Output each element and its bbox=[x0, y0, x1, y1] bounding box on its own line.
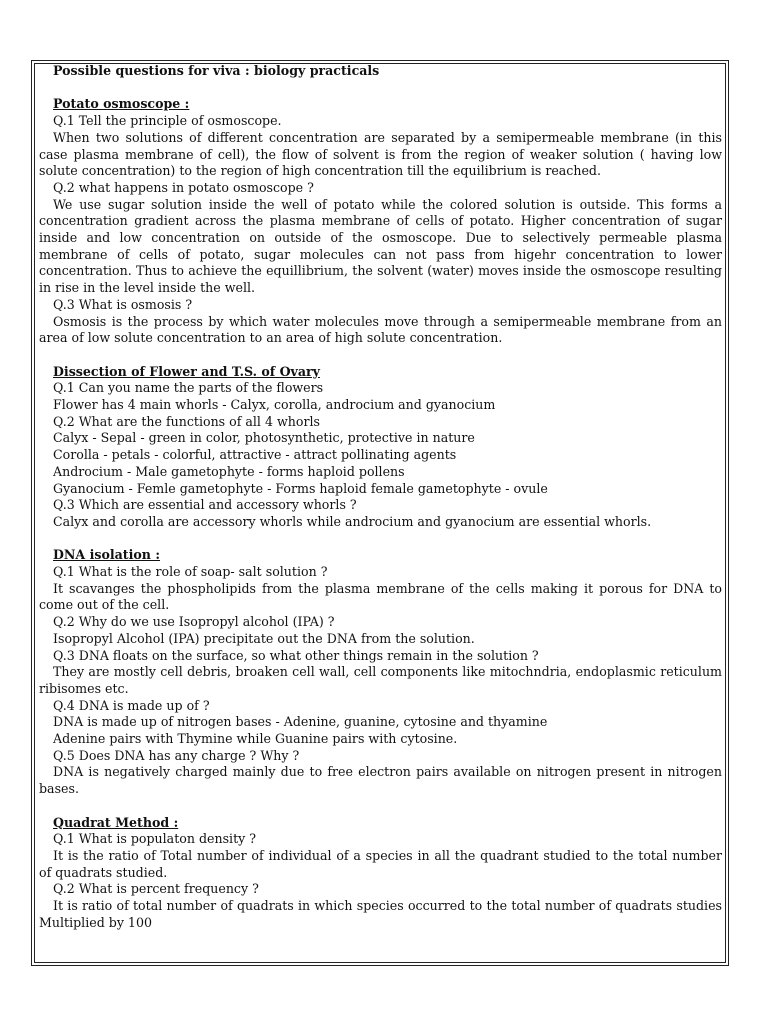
answer-line: DNA is made up of nitrogen bases - Adenine, guanine, cytosine and thyamine bbox=[53, 714, 548, 730]
question-line: Q.2 what happens in potato osmoscope ? bbox=[53, 179, 314, 195]
answer-paragraph: It is the ratio of Total number of individual of a species in all the quadrant studied to the total number of quadrats studied. bbox=[39, 847, 722, 880]
question-line: Q.1 Tell the principle of osmoscope. bbox=[53, 113, 282, 129]
question-line: Q.3 DNA floats on the surface, so what other things remain in the solution ? bbox=[53, 647, 539, 663]
section-heading-potato-osmoscope: Potato osmoscope : bbox=[53, 96, 190, 112]
question-line: Q.2 Why do we use Isopropyl alcohol (IPA) ? bbox=[53, 614, 335, 630]
document-body bbox=[39, 63, 722, 932]
section-heading-dna-isolation: DNA isolation : bbox=[53, 547, 160, 563]
answer-paragraph: Osmosis is the process by which water molecules move through a semipermeable membrane from an area of low solute concentration to an area of high solute concentration. bbox=[39, 313, 722, 346]
section-heading-dissection-of-flower: Dissection of Flower and T.S. of Ovary bbox=[53, 363, 320, 379]
question-line: Q.1 What is populaton density ? bbox=[53, 831, 256, 847]
document-title: Possible questions for viva : biology practicals bbox=[53, 63, 380, 78]
answer-line: Androcium - Male gametophyte - forms haploid pollens bbox=[53, 463, 405, 479]
question-line: Q.3 Which are essential and accessory whorls ? bbox=[53, 497, 357, 513]
question-line: Q.1 Can you name the parts of the flowers bbox=[53, 380, 324, 396]
question-line: Q.4 DNA is made up of ? bbox=[53, 697, 210, 713]
answer-line: Calyx - Sepal - green in color, photosynthetic, protective in nature bbox=[53, 430, 475, 446]
answer-paragraph: They are mostly cell debris, broaken cell wall, cell components like mitochndria, endoplasmic reticulum ribisomes etc. bbox=[39, 664, 722, 696]
question-line: Q.2 What are the functions of all 4 whorls bbox=[53, 413, 320, 429]
answer-line: Corolla - petals - colorful, attractive - attract pollinating agents bbox=[53, 447, 457, 463]
answer-line: Isopropyl Alcohol (IPA) precipitate out the DNA from the solution. bbox=[53, 630, 475, 646]
question-line: Q.2 What is percent frequency ? bbox=[53, 881, 259, 897]
question-line: Q.1 What is the role of soap- salt solution ? bbox=[53, 564, 328, 580]
answer-line: Flower has 4 main whorls - Calyx, corolla, androcium and gyanocium bbox=[53, 397, 496, 413]
answer-paragraph: We use sugar solution inside the well of potato while the colored solution is outside. This forms a concentration gradient across the plasma membrane of cells of potato. Higher concentration of sugar inside and low concentration on outside of the osmoscope. Due to selectively permeable plasma membrane of cells of potato, sugar molecules can not pass from higehr concentration to lower concentration. Thus to achieve the equillibrium, the solvent (water) moves inside the osmoscope resulting in rise in the level inside the well. bbox=[39, 196, 722, 296]
answer-paragraph: When two solutions of different concentration are separated by a semipermeable membrane (in this case plasma membrane of cell), the flow of solvent is from the region of weaker solution ( having low solute concentration) to the region of high concentration till the equilibrium is reached. bbox=[39, 129, 722, 179]
section-heading-quadrat-method: Quadrat Method : bbox=[53, 814, 179, 830]
answer-paragraph: It scavanges the phospholipids from the plasma membrane of the cells making it porous for DNA to come out of the cell. bbox=[39, 580, 722, 613]
answer-paragraph: DNA is negatively charged mainly due to free electron pairs available on nitrogen present in nitrogen bases. bbox=[39, 764, 722, 797]
answer-paragraph: It is ratio of total number of quadrats in which species occurred to the total number of quadrats studies Multiplied by 100 bbox=[39, 898, 722, 930]
question-line: Q.5 Does DNA has any charge ? Why ? bbox=[53, 747, 300, 763]
answer-line: Adenine pairs with Thymine while Guanine pairs with cytosine. bbox=[53, 731, 458, 747]
answer-line: Calyx and corolla are accessory whorls while androcium and gyanocium are essential whorls. bbox=[53, 513, 652, 529]
answer-line: Gyanocium - Femle gametophyte - Forms haploid female gametophyte - ovule bbox=[53, 480, 548, 496]
question-line: Q.3 What is osmosis ? bbox=[53, 296, 193, 312]
